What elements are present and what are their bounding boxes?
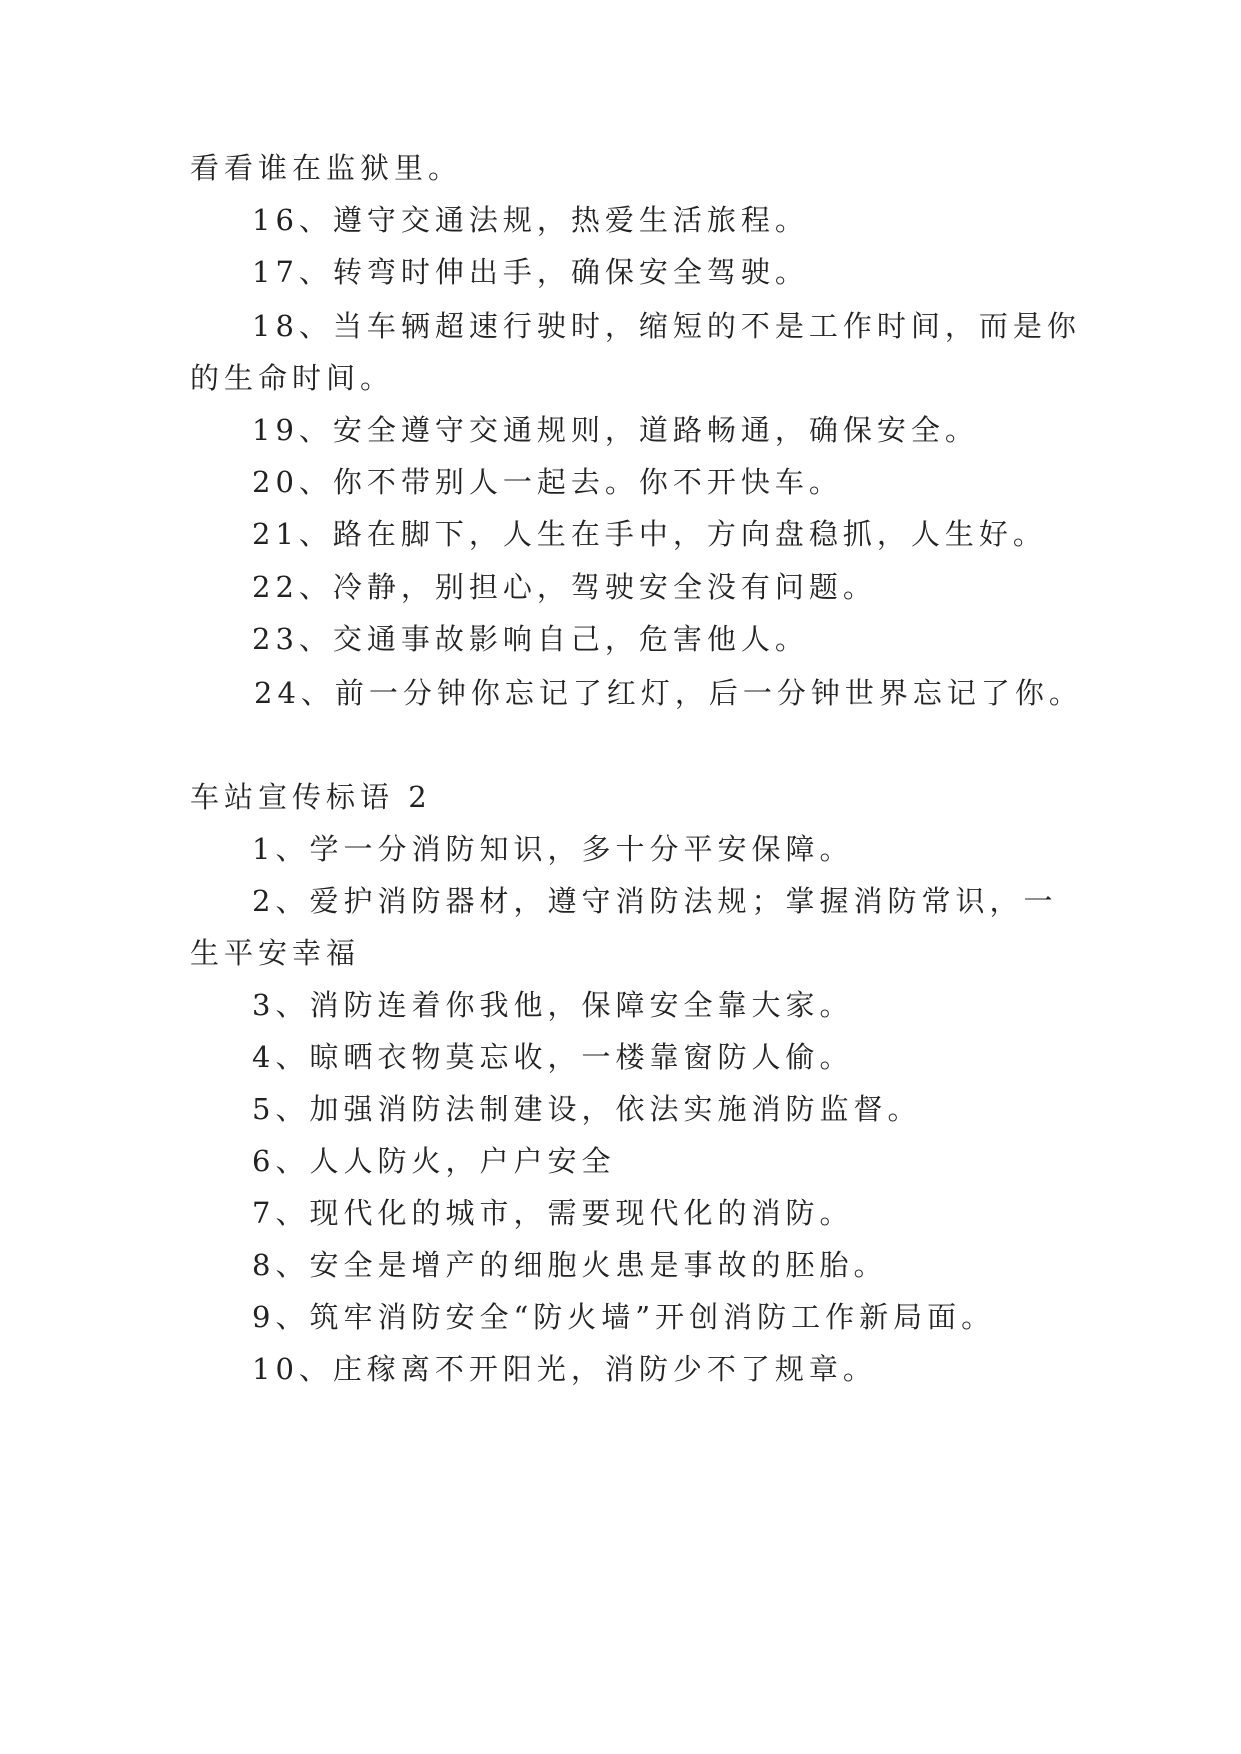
slogan-item: 7、现代化的城市，需要现代化的消防。	[252, 1196, 854, 1230]
slogan-item: 9、筑牢消防安全“防火墙”开创消防工作新局面。	[252, 1300, 996, 1334]
slogan-item: 16、遵守交通法规，热爱生活旅程。	[252, 203, 809, 237]
slogan-item: 21、路在脚下，人生在手中，方向盘稳抓，人生好。	[252, 517, 1047, 551]
slogan-item: 10、庄稼离不开阳光，消防少不了规章。	[252, 1352, 877, 1386]
slogan-item: 24、前一分钟你忘记了红灯，后一分钟世界忘记了你。	[254, 676, 1083, 710]
slogan-item: 20、你不带别人一起去。你不开快车。	[252, 465, 843, 499]
slogan-item: 4、晾晒衣物莫忘收，一楼靠窗防人偷。	[252, 1040, 854, 1074]
slogan-item: 8、安全是增产的细胞火患是事故的胚胎。	[252, 1248, 888, 1282]
slogan-item: 17、转弯时伸出手，确保安全驾驶。	[252, 255, 809, 289]
slogan-item: 18、当车辆超速行驶时，缩短的不是工作时间，而是你	[252, 309, 1081, 343]
slogan-item: 5、加强消防法制建设，依法实施消防监督。	[252, 1092, 922, 1126]
slogan-item-continuation: 生平安幸福	[190, 936, 361, 970]
slogan-item-continuation: 的生命时间。	[190, 361, 395, 395]
slogan-item: 23、交通事故影响自己，危害他人。	[252, 622, 809, 656]
slogan-item: 2、爱护消防器材，遵守消防法规；掌握消防常识，一	[252, 884, 1058, 918]
slogan-item: 6、人人防火，户户安全	[252, 1144, 616, 1178]
slogan-item: 22、冷静，别担心，驾驶安全没有问题。	[252, 570, 877, 604]
slogan-item: 1、学一分消防知识，多十分平安保障。	[252, 832, 854, 866]
section-heading: 车站宣传标语 2	[190, 780, 432, 814]
slogan-item: 19、安全遵守交通规则，道路畅通，确保安全。	[252, 413, 979, 447]
continuation-line: 看看谁在监狱里。	[190, 151, 463, 185]
slogan-item: 3、消防连着你我他，保障安全靠大家。	[252, 988, 854, 1022]
